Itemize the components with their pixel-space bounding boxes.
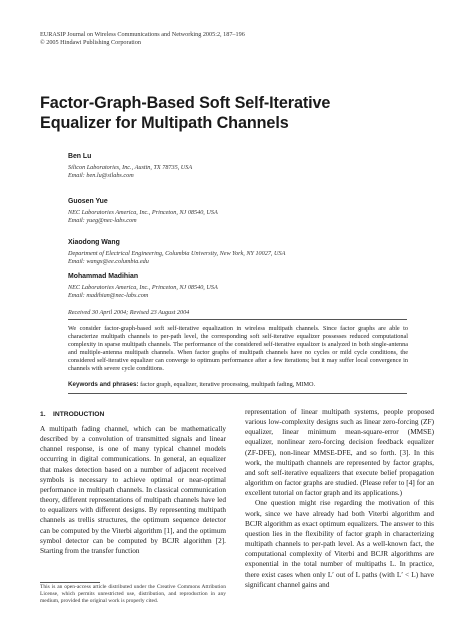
keywords-text: factor graph, equalizer, iterative processing, multipath fading, MIMO. [140, 381, 316, 388]
intro-column-left: A multipath fading channel, which can be mathematically described by a convolution of transmitted signals and linear channel response, is one of many typical channel models occurring in digital communications. In general, an equalizer that makes detection based on a number of adjacent received symbols is necessary to achieve optimal or near-optimal performance in multipath channels. In classical communication theory, different representations of multipath channels have led to equalizers with different designs. By representing multipath channels as trellis structures, the optimum sequence detector can be computed by the Viterbi algorithm [1], and the optimum symbol detector can be computed by BCJR algorithm [2]. Starting from the transfer function [40, 425, 226, 555]
section-heading [40, 411, 104, 418]
author-affiliation: NEC Laboratories America, Inc., Princeton, NJ 08540, USA [68, 284, 218, 291]
intro-column-right [245, 407, 434, 590]
received-dates: Received 30 April 2004; Revised 23 August 2004 [68, 309, 190, 316]
journal-header [40, 31, 245, 47]
author-affiliation: Silicon Laboratories, Inc., Austin, TX 78735, USA [68, 164, 193, 171]
keywords [68, 381, 408, 388]
author-block [68, 272, 398, 300]
section-title: INTRODUCTION [53, 411, 105, 418]
author-name: Ben Lu [68, 153, 92, 160]
paper-title [40, 93, 420, 133]
author-block [68, 152, 398, 180]
author-affiliation: Department of Electrical Engineering, Columbia University, New York, NY 10027, USA [68, 250, 286, 257]
license-footnote: This is an open-access article distributed under the Creative Commons Attribution License, which permits unrestricted use, distribution, and reproduction in any medium, provided the original work is properly cited. [40, 584, 226, 605]
title-line-2: Equalizer for Multipath Channels [40, 114, 289, 132]
intro-paragraph: representation of linear multipath systems, people proposed various low-complexity designs such as linear zero-forcing (ZF) equalizer, linear minimum mean-square-error (MMSE) equalizer, nonlinear zero-forcing decision feedback equalizer (ZF-DFE), non-linear MMSE-DFE, and so forth. [3]. In this work, the multipath channels are represented by factor graphs, and soft self-iterative equalizers that execute belief propagation algorithm on factor graphs are studied. (Please refer to [4] for an excellent tutorial on factor graph and its applications.) [245, 408, 434, 498]
author-email: Email: ben.lu@silabs.com [68, 172, 134, 179]
intro-paragraph: One question might rise regarding the motivation of this work, since we have already had both Viterbi algorithm and BCJR algorithm as exact optimum equalizers. The answer to this question lies in the flexibility of factor graph in characterizing multipath channels to per-path level. As a well-known fact, the computational complexity of Viterbi and BCJR algorithms are exponential in the total number of multipaths L. In practice, there exist cases when only L′ out of L paths (with L′ < L) have significant channel gains and [245, 499, 434, 589]
copyright-line: © 2005 Hindawi Publishing Corporation [40, 39, 141, 46]
author-name: Mohammad Madihian [68, 273, 139, 280]
author-email: Email: madihian@nec-labs.com [68, 292, 149, 299]
abstract-bottom-rule [68, 393, 407, 394]
abstract-top-rule [68, 319, 407, 320]
author-affiliation: NEC Laboratories America, Inc., Princeton, NJ 08540, USA [68, 209, 218, 216]
footnote-rule [40, 582, 100, 583]
keywords-label: Keywords and phrases: [68, 381, 139, 388]
abstract: We consider factor-graph-based soft self-iterative equalization in wireless multipath channels. Since factor graphs are able to characterize multipath channels to per-path level, the corresponding soft self-iterative equalizer possesses reduced computational complexity in sparse multipath channels. The performance of the considered self-iterative equalizer is analyzed in both single-antenna and multiple-antenna multipath channels. When factor graphs of multipath channels have no cycles or mild cycle conditions, the considered self-iterative equalizer can converge to optimum performance after a few iterations; but it may suffer local convergence in channels with severe cycle conditions. [68, 325, 408, 373]
author-email: Email: yueg@nec-labs.com [68, 217, 137, 224]
author-block [68, 238, 398, 266]
author-email: Email: wangx@ee.columbia.edu [68, 258, 149, 265]
section-number: 1. [40, 411, 46, 418]
author-block [68, 197, 398, 225]
title-line-1: Factor-Graph-Based Soft Self-Iterative [40, 94, 331, 112]
author-name: Xiaodong Wang [68, 239, 120, 246]
journal-citation: EURASIP Journal on Wireless Communications and Networking 2005:2, 187–196 [40, 31, 245, 38]
author-name: Guosen Yue [68, 198, 108, 205]
